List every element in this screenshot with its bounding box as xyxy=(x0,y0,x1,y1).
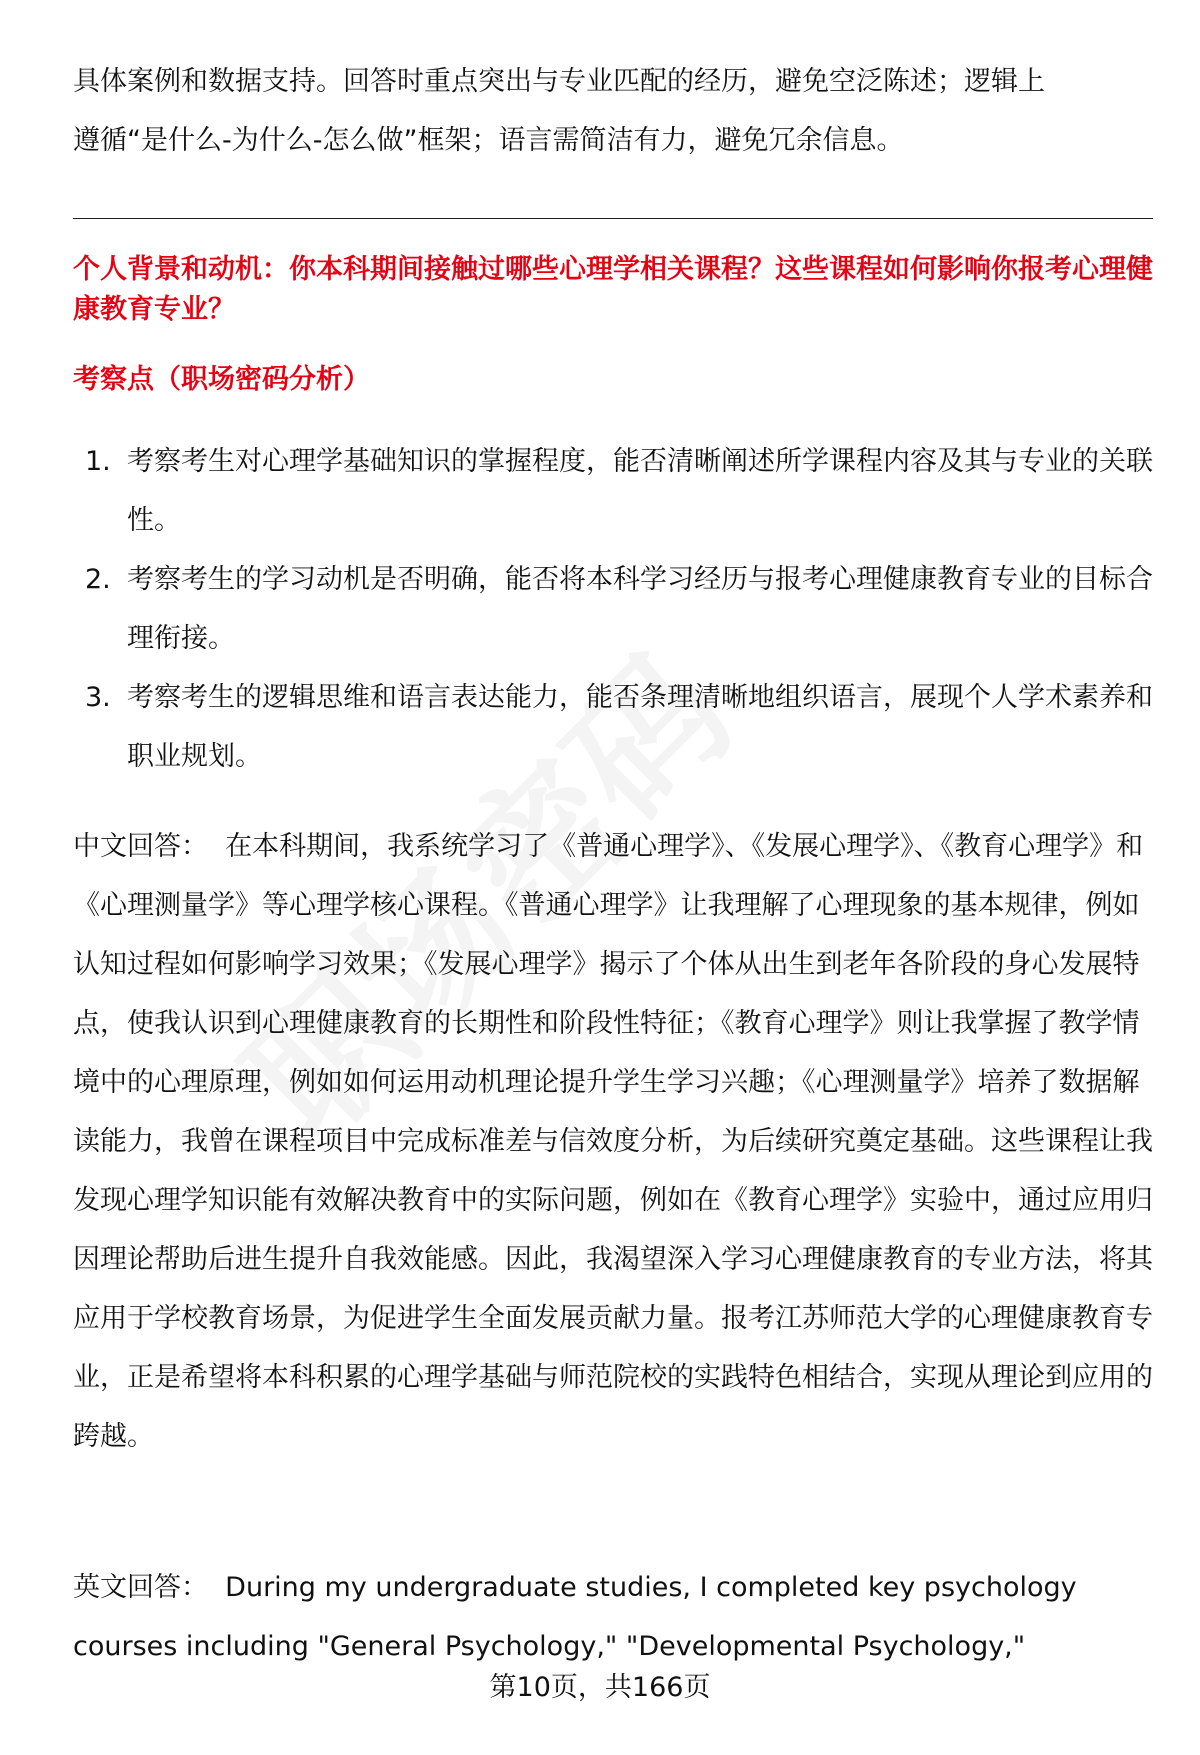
section-divider xyxy=(73,218,1153,219)
item-number: 1. xyxy=(85,446,111,477)
chinese-answer xyxy=(73,817,1153,1466)
chinese-answer-text: 在本科期间，我系统学习了《普通心理学》、《发展心理学》、《教育心理学》和《心理测量学》等心理学核心课程。《普通心理学》让我理解了心理现象的基本规律，例如认知过程如何影响学习效果；《发展心理学》揭示了个体从出生到老年各阶段的身心发展特点，使我认识到心理健康教育的长期性和阶段性特征；《教育心理学》则让我掌握了教学情境中的心理原理，例如如何运用动机理论提升学生学习兴趣；《心理测量学》培养了数据解读能力，我曾在课程项目中完成标准差与信效度分析，为后续研究奠定基础。这些课程让我发现心理学知识能有效解决教育中的实际问题，例如在《教育心理学》实验中，通过应用归因理论帮助后进生提升自我效能感。因此，我渴望深入学习心理健康教育的专业方法，将其应用于学校教育场景，为促进学生全面发展贡献力量。报考江苏师范大学的心理健康教育专业，正是希望将本科积累的心理学基础与师范院校的实践特色相结合，实现从理论到应用的跨越。 xyxy=(73,831,1153,1452)
assessment-title: 考察点（职场密码分析） xyxy=(73,364,370,395)
english-answer-label: 英文回答： xyxy=(73,1572,208,1603)
item-text: 考察考生的逻辑思维和语言表达能力，能否条理清晰地组织语言，展现个人学术素养和职业规划。 xyxy=(127,682,1153,772)
intro-paragraph xyxy=(73,52,1153,170)
item-number: 2. xyxy=(85,564,111,595)
item-number: 3. xyxy=(85,682,111,713)
page-number: 第10页，共166页 xyxy=(489,1672,711,1703)
assessment-item xyxy=(73,668,1153,786)
item-text: 考察考生的学习动机是否明确，能否将本科学习经历与报考心理健康教育专业的目标合理衔接。 xyxy=(127,564,1153,654)
intro-line: 遵循“是什么-为什么-怎么做”框架；语言需简洁有力，避免冗余信息。 xyxy=(73,125,904,156)
assessment-item xyxy=(73,550,1153,668)
english-answer-text: During my undergraduate studies, I completed key psychology courses including "General Psychology," "Developmental Psychology," xyxy=(73,1572,1077,1662)
chinese-answer-label: 中文回答： xyxy=(73,831,208,862)
assessment-item xyxy=(73,432,1153,550)
item-text: 考察考生对心理学基础知识的掌握程度，能否清晰阐述所学课程内容及其与专业的关联性。 xyxy=(127,446,1153,536)
question-heading: 个人背景和动机：你本科期间接触过哪些心理学相关课程？这些课程如何影响你报考心理健康教育专业？ xyxy=(73,254,1153,325)
assessment-list xyxy=(73,432,1153,786)
english-answer xyxy=(73,1558,1153,1676)
intro-line: 具体案例和数据支持。回答时重点突出与专业匹配的经历，避免空泛陈述；逻辑上 xyxy=(73,66,1045,97)
